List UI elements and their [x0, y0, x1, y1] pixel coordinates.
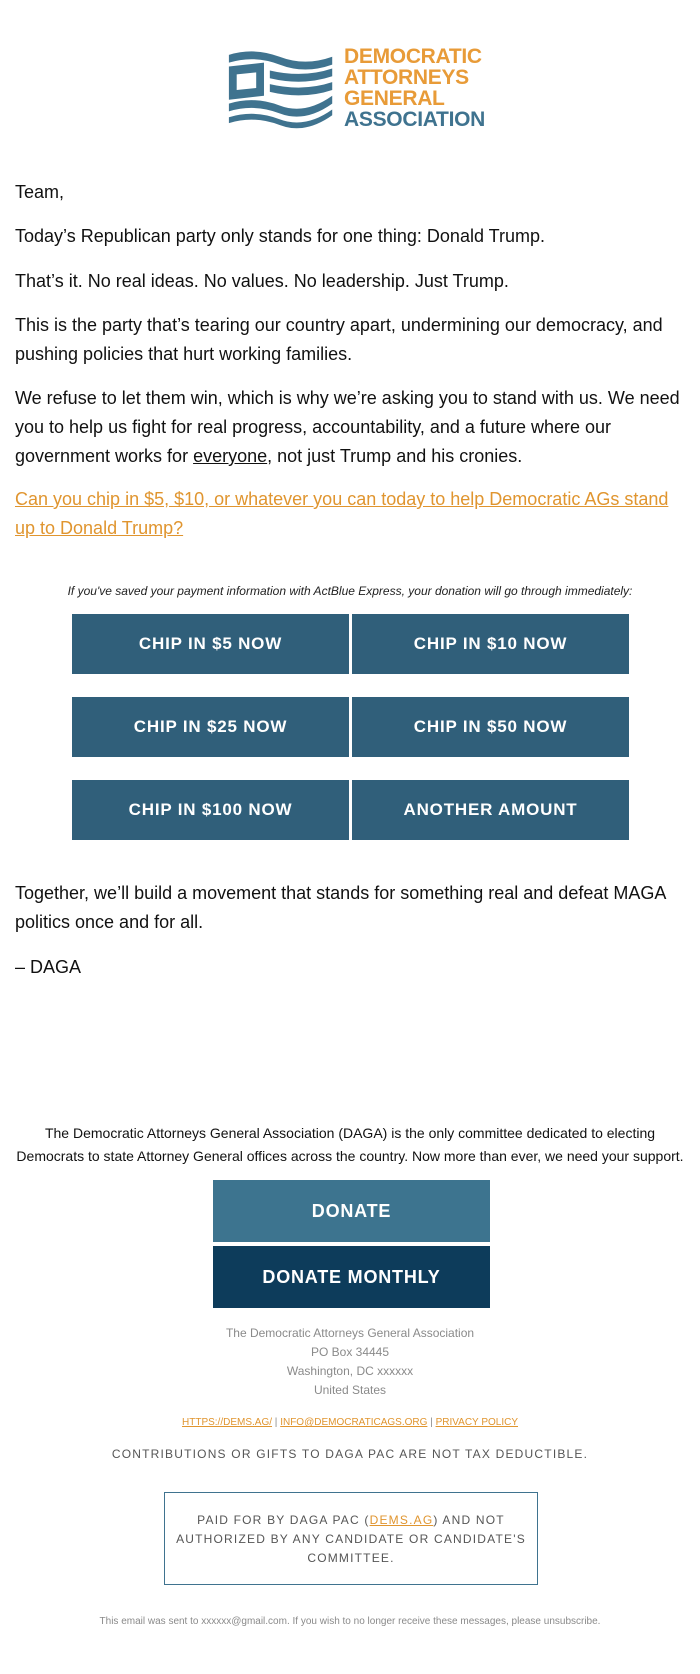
- actblue-express-note: If you've saved your payment information with ActBlue Express, your donation will go through immediately:: [67, 584, 633, 598]
- address-org: The Democratic Attorneys General Association: [225, 1326, 475, 1340]
- chip-in-10-button[interactable]: CHIP IN $10 NOW: [352, 614, 629, 674]
- chip-in-100-button[interactable]: CHIP IN $100 NOW: [72, 780, 349, 840]
- tax-disclaimer: CONTRIBUTIONS OR GIFTS TO DAGA PAC ARE NOT TAX DEDUCTIBLE.: [111, 1447, 589, 1461]
- greeting: Team,: [15, 182, 65, 202]
- unsubscribe-notice[interactable]: This email was sent to xxxxxx@gmail.com. If you wish to no longer receive these messages, please unsubscribe.: [99, 1616, 601, 1627]
- paid-for-disclaimer: [164, 1492, 538, 1585]
- link-separator: |: [274, 1417, 278, 1428]
- emphasis-everyone: everyone: [193, 446, 268, 466]
- paragraph-1: Today’s Republican party only stands for one thing: Donald Trump.: [15, 226, 545, 246]
- chip-in-25-button[interactable]: CHIP IN $25 NOW: [72, 697, 349, 757]
- another-amount-button[interactable]: ANOTHER AMOUNT: [352, 780, 629, 840]
- address-country: United States: [313, 1383, 387, 1397]
- chip-in-50-button[interactable]: CHIP IN $50 NOW: [352, 697, 629, 757]
- chip-in-link[interactable]: Can you chip in $5, $10, or whatever you can today to help Democratic AGs stand up to Donald Trump?: [15, 489, 669, 538]
- daga-logo[interactable]: [225, 44, 485, 132]
- cta-paragraph: [15, 485, 685, 543]
- address-box: PO Box 34445: [310, 1345, 390, 1359]
- donate-button[interactable]: DONATE: [213, 1180, 490, 1242]
- paragraph-4-text: We refuse to let them win, which is why we’re asking you to stand with us. We need you to help us fight for real progress, accountability, and a future where our government works for: [15, 388, 680, 466]
- logo-line-democratic: DEMOCRATIC: [344, 45, 482, 68]
- logo-line-general: GENERAL: [344, 87, 445, 110]
- dems-ag-link[interactable]: DEMS.AG: [369, 1513, 434, 1527]
- paragraph-3: This is the party that’s tearing our country apart, undermining our democracy, and pushing policies that hurt working families.: [15, 315, 663, 364]
- logo-line-attorneys: ATTORNEYS: [344, 66, 469, 89]
- privacy-policy-link[interactable]: PRIVACY POLICY: [435, 1417, 518, 1428]
- site-link[interactable]: HTTPS://DEMS.AG/: [182, 1417, 273, 1428]
- paragraph-4: [15, 384, 685, 471]
- paragraph-4-tail: , not just Trump and his cronies.: [267, 446, 523, 466]
- mailing-address: [0, 1324, 700, 1400]
- footer-links: [0, 1417, 700, 1428]
- about-daga: The Democratic Attorneys General Association (DAGA) is the only committee dedicated to electing Democrats to state Attorney General offices across the country. Now more than ever, we need your support.: [16, 1125, 684, 1164]
- address-city: Washington, DC xxxxxx: [286, 1364, 414, 1378]
- paid-for-tail: ) AND NOT AUTHORIZED BY ANY CANDIDATE OR CANDIDATE'S COMMITTEE.: [176, 1513, 526, 1565]
- paragraph-2: That’s it. No real ideas. No values. No leadership. Just Trump.: [15, 271, 509, 291]
- link-separator: |: [430, 1417, 433, 1428]
- closing-paragraph: Together, we’ll build a movement that stands for something real and defeat MAGA politics once and for all.: [15, 883, 666, 932]
- paid-for-text: PAID FOR BY DAGA PAC (: [197, 1513, 370, 1527]
- signature: – DAGA: [15, 957, 82, 977]
- email-link[interactable]: INFO@DEMOCRATICAGS.ORG: [280, 1417, 428, 1428]
- chip-in-5-button[interactable]: CHIP IN $5 NOW: [72, 614, 349, 674]
- donate-monthly-button[interactable]: DONATE MONTHLY: [213, 1246, 490, 1308]
- flag-logo-icon: [225, 44, 340, 132]
- logo-line-association: ASSOCIATION: [344, 108, 485, 131]
